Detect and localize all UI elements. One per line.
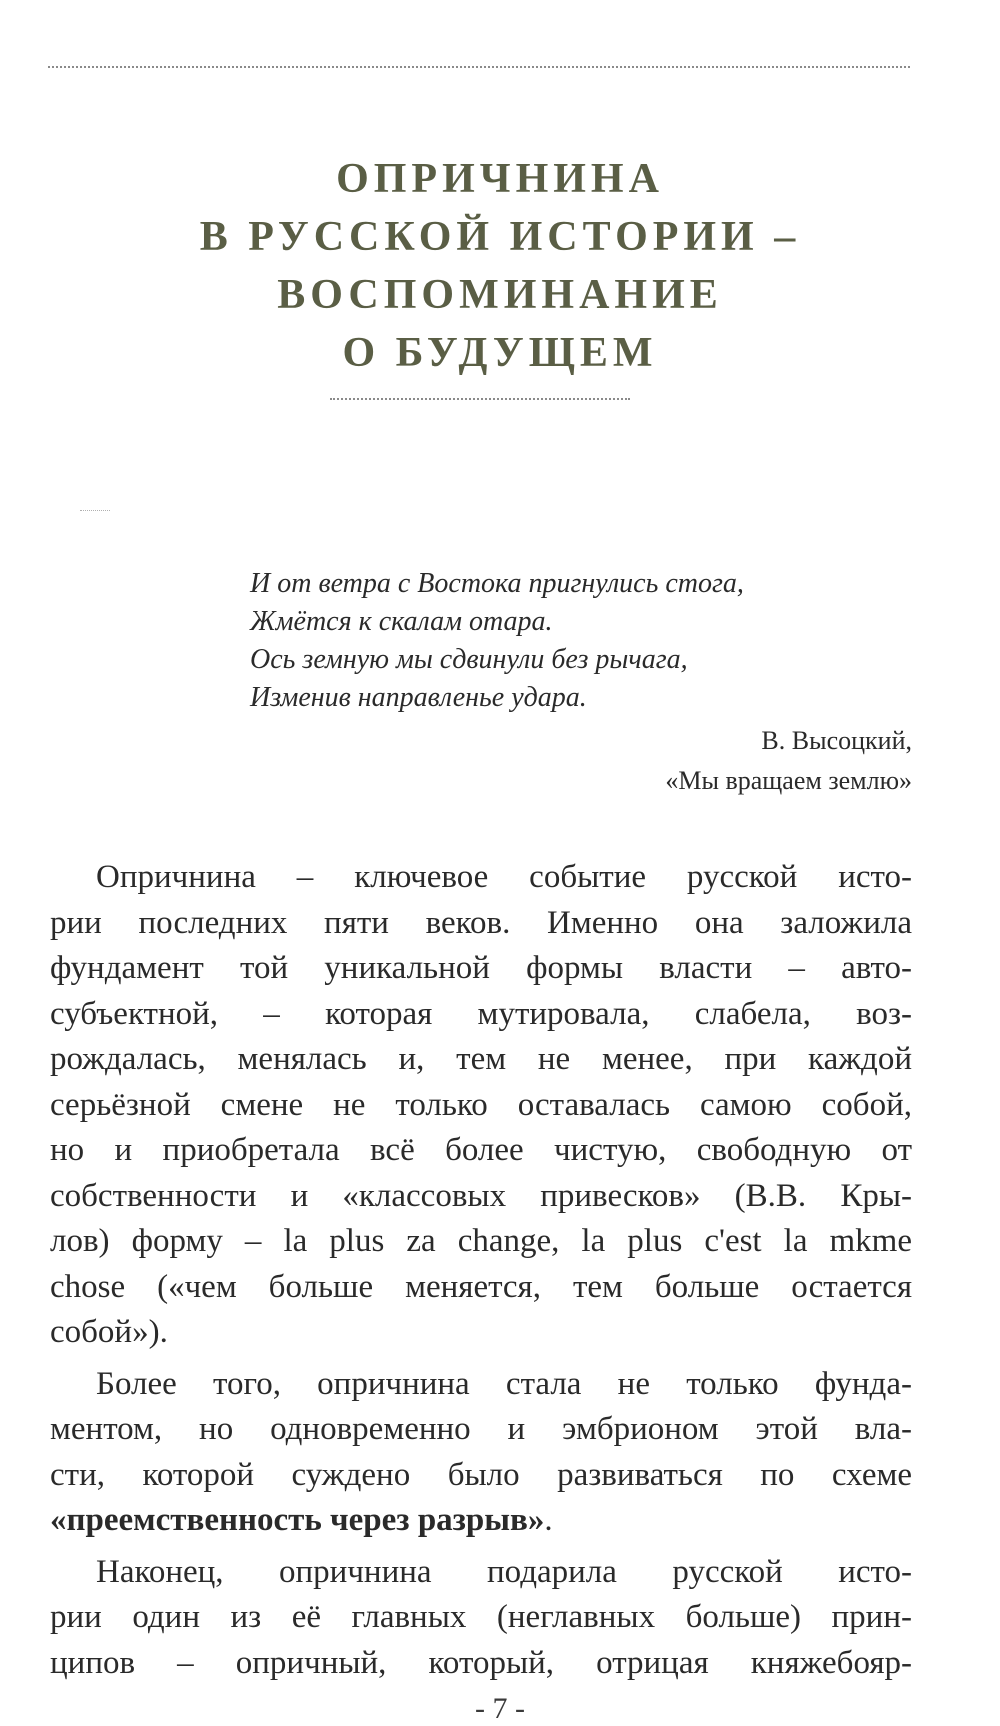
paragraph-1 bbox=[50, 855, 912, 1356]
epigraph-work: «Мы вращаем землю» bbox=[665, 766, 912, 795]
body-line: рождалась, менялась и, тем не менее, при каждой bbox=[50, 1041, 912, 1077]
epigraph-verse-line: Жмётся к скалам отара. bbox=[250, 606, 553, 637]
body-line: фундамент той уникальной формы власти – авто- bbox=[50, 950, 912, 986]
body-line: но и приобретала всё более чистую, свободную от bbox=[50, 1132, 912, 1168]
body-line: chose («чем больше меняется, тем больше остается bbox=[50, 1268, 912, 1305]
title-line: В РУССКОЙ ИСТОРИИ – bbox=[199, 214, 801, 260]
body-line: Наконец, опричнина подарила русской исто- bbox=[96, 1553, 912, 1590]
epigraph-verse-line: И от ветра с Востока пригнулись стога, bbox=[250, 568, 744, 599]
body-line: собственности и «классовых привесков» (В.В. Кры- bbox=[50, 1177, 912, 1214]
title-underline-rule bbox=[330, 398, 630, 400]
body-line: серьёзной смене не только оставалась самою собой, bbox=[50, 1086, 912, 1123]
body-line bbox=[50, 1498, 912, 1544]
chapter-title bbox=[0, 150, 1000, 382]
sentence-end: . bbox=[544, 1502, 553, 1538]
title-line: ОПРИЧНИНА bbox=[336, 156, 664, 202]
body-line: Опричнина – ключевое событие русской исто- bbox=[96, 859, 912, 895]
title-line: О БУДУЩЕМ bbox=[342, 330, 658, 376]
epigraph-verse-line: Изменив направленье удара. bbox=[250, 682, 587, 713]
body-line: рии последних пяти веков. Именно она заложила bbox=[50, 904, 912, 941]
body-line: лов) форму – la plus za change, la plus c'est la mkme bbox=[50, 1223, 912, 1259]
emphasized-phrase: «преемственность через разрыв» bbox=[50, 1502, 545, 1538]
body-line: сти, которой суждено было развиваться по схеме bbox=[50, 1456, 912, 1493]
body-line: Более того, опричнина стала не только фунда- bbox=[96, 1365, 912, 1402]
body-line: собой»). bbox=[50, 1314, 168, 1350]
epigraph-author: В. Высоцкий, bbox=[761, 726, 912, 755]
body-text bbox=[50, 855, 912, 1686]
body-line: субъектной, – которая мутировала, слабела, воз- bbox=[50, 995, 912, 1032]
body-line: ментом, но одновременно и эмбрионом этой вла- bbox=[50, 1411, 912, 1447]
paragraph-3 bbox=[50, 1550, 912, 1687]
page-number: - 7 - bbox=[475, 1692, 525, 1725]
body-line: рии один из её главных (неглавных больше) прин- bbox=[50, 1599, 912, 1635]
epigraph bbox=[250, 565, 912, 801]
print-mark bbox=[80, 510, 110, 511]
title-line: ВОСПОМИНАНИЕ bbox=[277, 272, 723, 318]
epigraph-verse-line: Ось земную мы сдвинули без рычага, bbox=[250, 644, 688, 675]
paragraph-2 bbox=[50, 1362, 912, 1544]
header-rule bbox=[48, 66, 910, 68]
body-line: ципов – опричный, который, отрицая княжебояр- bbox=[50, 1644, 912, 1681]
